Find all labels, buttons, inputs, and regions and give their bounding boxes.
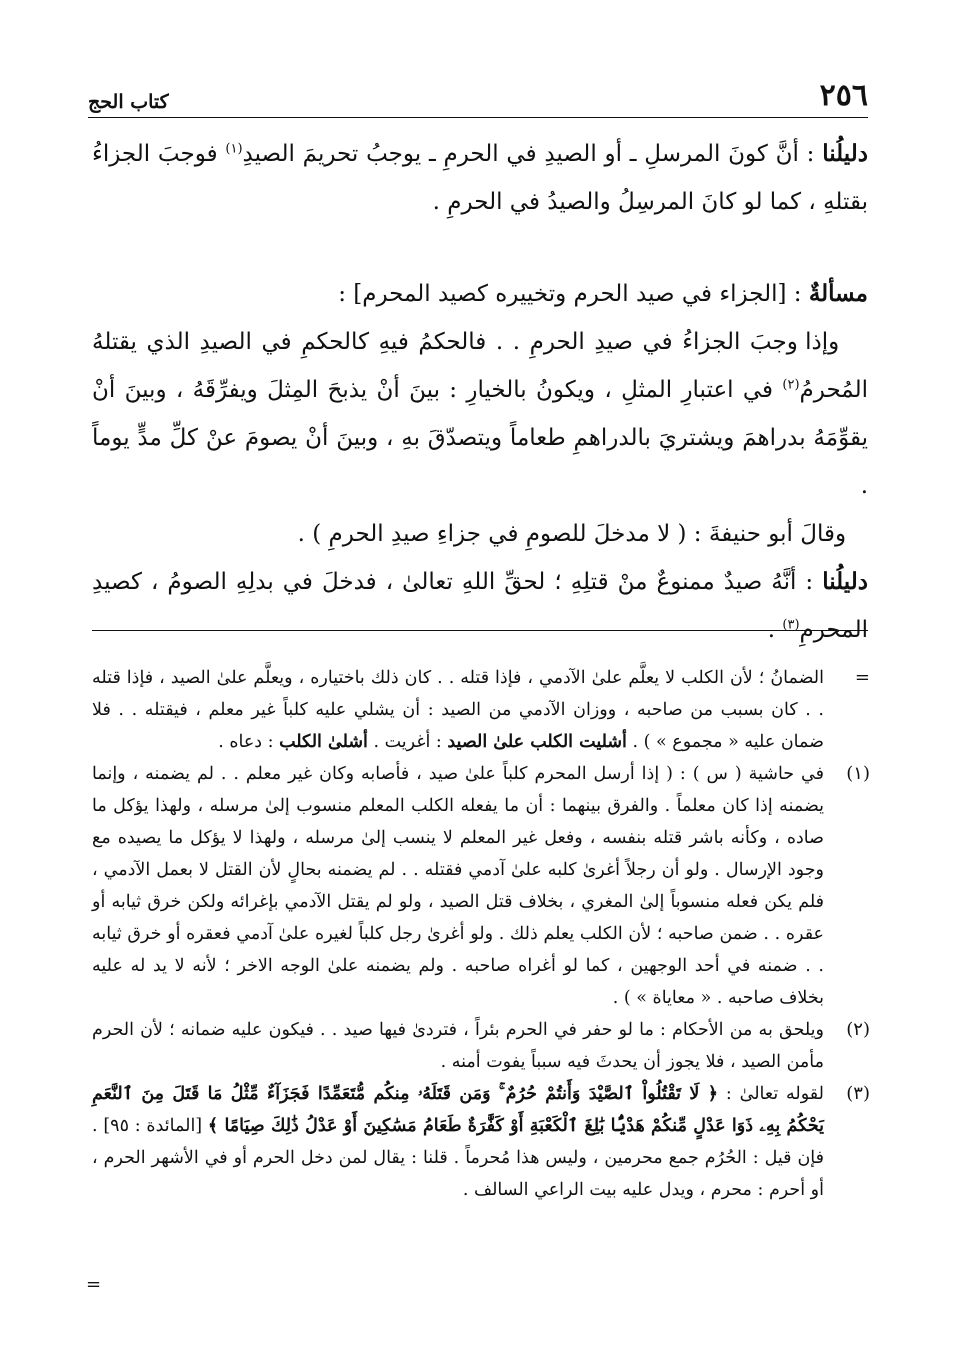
footnote-2 [92,1014,870,1078]
footnote-1 [92,758,870,1014]
footnote-ref-1[interactable]: (١) [225,141,243,157]
paragraph-text: : أنَّ كونَ المرسلِ ـ أو الصيدِ في الحرمِ ـ يوجبُ تحريمَ الصيدِ [242,141,823,167]
footnote-bold-term: أشليت الكلب علىٰ الصيد [447,732,627,752]
footnote-bold-term: أشلىٰ الكلب [279,732,368,752]
footnote-text-part: [المائدة : ٩٥] . فإن قيل : الحُرُم جمع محرمين ، وليس هذا مُحرماً . قلنا : يقال لمن دخل الحرم أو في الأشهر الحرم ، أو أحرم : محرم ، ويدل عليه بيت الراعي السالف . [92,1116,824,1200]
paragraph-abu-hanifa: ​ وقالَ أبو حنيفةَ : ( لا مدخلَ للصومِ في جزاءِ صيدِ الحرمِ ) . [297,521,868,547]
footnote-text: ويلحق به من الأحكام : ما لو حفر في الحرم بئراً ، فتردىٰ فيها صيد . . فيكون عليه ضمانه ؛ لأن الحرم مأمن الصيد ، فلا يجوز أن يحدثَ فيه سبباً يفوت أمنه . [92,1020,824,1072]
quran-verse: ﴿ لَا تَقْتُلُواْ ٱلصَّيْدَ وَأَنتُمْ حُرُمٌ ۚ وَمَن قَتَلَهُۥ مِنكُم مُّتَعَمِّدًا فَجَزَآءٌ مِّثْلُ مَا قَتَلَ مِنَ ٱلنَّعَمِ يَحْكُمُ بِهِۦ ذَوَا عَدْلٍ مِّنكُمْ هَدْيًۢا بَٰلِغَ ٱلْكَعْبَةِ أَوْ كَفَّٰرَةٌ طَعَامُ مَسَٰكِينَ أَوْ عَدْلُ ذَٰلِكَ صِيَامًا ﴾ [92,1084,824,1136]
footnote-ref-3[interactable]: (٣) [782,617,800,633]
footnote-text [92,662,824,758]
book-title: كتاب الحج [88,91,169,113]
footnote-number: (٢) [846,1019,870,1040]
footnote-text-part: : أغريت . [367,732,448,752]
paragraph-ruling: ​ وإذا وجبَ الجزاءُ في صيدِ الحرمِ . . فالحكمُ فيهِ كالحكمِ في الصيدِ الذي يقتلهُ المُحرمُ$^{(٢)}$ في اعتبارِ المثلِ ، ويكونُ بالخيارِ : بينَ أنْ يذبحَ المِثلَ ويفرِّقَهُ ، وبينَ أنْ يقوِّمَهُ بدراهمَ ويشتريَ بالدراهمِ طعاماً ويتصدّقَ بهِ ، وبينَ أنْ يصومَ عنْ كلِّ مدٍّ يوماً . [92,329,868,499]
end-continuation-mark: = [86,1274,102,1295]
footnote-text-part: : دعاه . [218,732,280,752]
footnote-separator [92,630,868,631]
issue-label: مسألةٌ [808,280,868,307]
paragraph-text: : أنَّهُ صيدٌ ممنوعٌ منْ قتلِهِ ؛ لحقِّ اللهِ تعالىٰ ، فدخلَ في بدلِهِ الصومُ ، كصيدِ المحرمِ [92,569,868,643]
spacer [92,226,868,270]
issue-heading [92,270,868,318]
main-text [92,130,868,654]
paragraph-text: فوجبَ الجزاءُ بقتلهِ ، كما لو كانَ المرسِلُ والصيدُ في الحرمِ . [92,141,868,215]
paragraph-text: . [767,617,783,643]
footnote-number: (١) [846,763,870,784]
separator-line [508,630,868,631]
footnote-3 [92,1078,870,1206]
page-number: ٢٥٦ [819,78,868,113]
evidence-label: دليلُنا [822,568,868,595]
paragraph-text: في اعتبارِ المثلِ ، ويكونُ بالخيارِ : بينَ أنْ يذبحَ المِثلَ ويفرِّقَهُ ، وبينَ أنْ يقوِّمَهُ بدراهمَ ويشتريَ بالدراهمِ طعاماً ويتصدّقَ بهِ ، وبينَ أنْ يصومَ عنْ كلِّ مدٍّ يوماً . [92,377,868,499]
footnote-text-part: لقوله تعالىٰ : [718,1084,824,1104]
paragraph-evidence-1 [92,130,868,226]
footnote-ref-2[interactable]: (٢) [782,377,800,393]
footnote-number: (٣) [846,1083,870,1104]
issue-title: : [الجزاء في صيد الحرم وتخييره كصيد المحرم] : [338,281,809,307]
continuation-mark: = [854,667,870,688]
running-header [88,80,868,118]
footnote-text-part: الضمانُ ؛ لأن الكلب لا يعلَّم علىٰ الآدمي ، فإذا قتله . . كان ذلك باختياره ، ويعلَّم علىٰ الصيد ، فإذا قتله . . كان بسبب من صاحبه ، ووزان الآدمي من الصيد : أن يشلي عليه كلباً غير معلم ، فيقتله . . فلا ضمان عليه « مجموع » ) . [92,668,824,752]
paragraph-text: وقالَ أبو حنيفةَ : ( لا مدخلَ للصومِ في جزاءِ صيدِ الحرمِ ) . [297,521,847,547]
footnote-text: في حاشية ( س ) : ( إذا أرسل المحرم كلباً علىٰ صيد ، فأصابه وكان غير معلم . . لم يضمنه ، وإنما يضمنه إذا كان معلماً . والفرق بينهما : أن ما يفعله الكلب المعلم منسوب إلىٰ مرسله ، ولهذا يؤكل ما صاده ، وكأنه باشر قتله بنفسه ، وفعل غير المعلم لا ينسب إلىٰ مرسله ، ولهذا لا يؤكل ما يصيده مع وجود الإرسال . ولو أن رجلاً أغرىٰ كلبه علىٰ آدمي فقتله . . لم يضمنه بحالٍ لأن القتل لا بعمل الآدمي ، فلم يكن فعله منسوباً إلىٰ المغري ، بخلاف قتل الصيد ، ولو لم يقتل الآدمي بإغرائه ولكن خرق ثيابه أو عقره . . ضمن صاحبه ؛ لأن الكلب يعلم ذلك . ولو أغرىٰ رجل كلباً لغيره علىٰ آدمي فعقره أو خرق ثيابه . . ضمنه في أحد الوجهين ، كما لو أغراه صاحبه . ولم يضمنه علىٰ الوجه الاخر ؛ لأنه لا يد له عليه بخلاف صاحبه . « معاياة » ) . [92,764,824,1008]
paragraph-evidence-2 [92,558,868,654]
evidence-label: دليلُنا [822,140,868,167]
footnote-continuation [92,662,870,758]
footnote-text [92,1078,824,1206]
footnotes [92,662,870,1206]
paragraph-text: وإذا وجبَ الجزاءُ في صيدِ الحرمِ . . فالحكمُ فيهِ كالحكمِ في الصيدِ الذي يقتلهُ المُحرمُ [92,329,868,403]
